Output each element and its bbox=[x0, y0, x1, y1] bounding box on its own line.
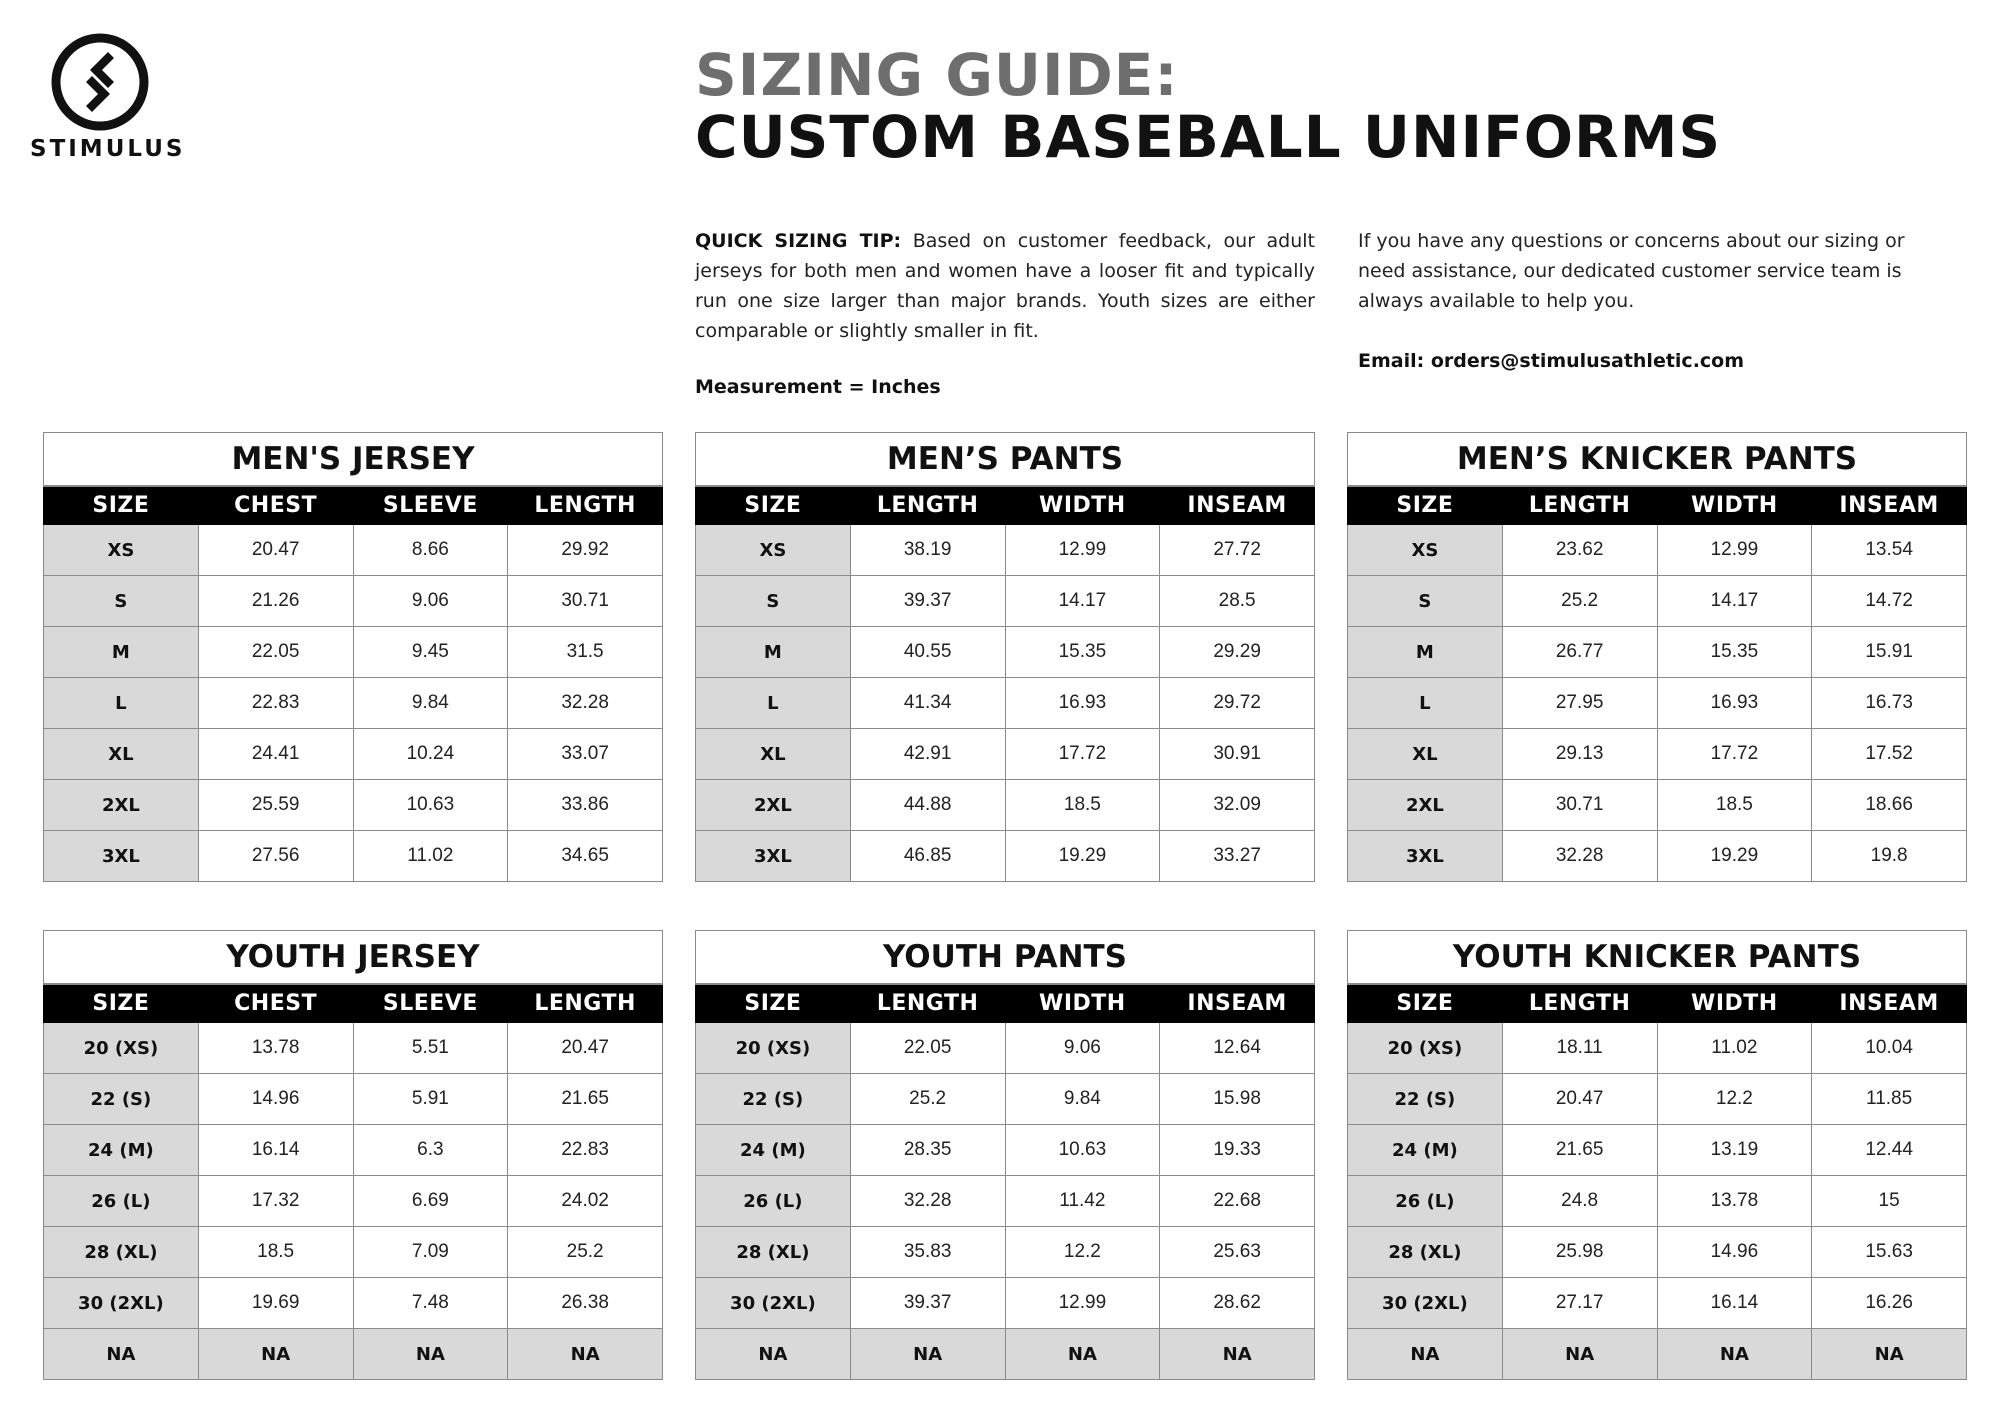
table-row bbox=[696, 1176, 1315, 1227]
measurement-cell: 27.95 bbox=[1502, 678, 1657, 729]
measurement-cell: 9.84 bbox=[1005, 1074, 1160, 1125]
size-cell: NA bbox=[1348, 1329, 1503, 1380]
table-row bbox=[696, 1023, 1315, 1074]
measurement-cell: 22.83 bbox=[198, 678, 353, 729]
measurement-cell: 29.92 bbox=[508, 525, 663, 576]
measurement-cell: NA bbox=[1005, 1329, 1160, 1380]
measurement-cell: 16.93 bbox=[1657, 678, 1812, 729]
measurement-cell: 19.33 bbox=[1160, 1125, 1315, 1176]
measurement-cell: 32.28 bbox=[850, 1176, 1005, 1227]
size-cell: 3XL bbox=[696, 831, 851, 882]
measurement-cell: 33.86 bbox=[508, 780, 663, 831]
column-header: WIDTH bbox=[1657, 984, 1812, 1023]
measurement-cell: 30.71 bbox=[1502, 780, 1657, 831]
table-row bbox=[1348, 1125, 1967, 1176]
measurement-cell: 39.37 bbox=[850, 1278, 1005, 1329]
column-header: CHEST bbox=[198, 984, 353, 1023]
measurement-cell: 26.38 bbox=[508, 1278, 663, 1329]
measurement-cell: NA bbox=[353, 1329, 508, 1380]
measurement-cell: 28.35 bbox=[850, 1125, 1005, 1176]
table-row bbox=[696, 576, 1315, 627]
measurement-cell: 8.66 bbox=[353, 525, 508, 576]
measurement-cell: 10.63 bbox=[353, 780, 508, 831]
size-table bbox=[43, 930, 663, 1380]
size-cell: L bbox=[1348, 678, 1503, 729]
column-header: LENGTH bbox=[1502, 984, 1657, 1023]
table-row bbox=[44, 1125, 663, 1176]
measurement-cell: 22.83 bbox=[508, 1125, 663, 1176]
column-header: SLEEVE bbox=[353, 486, 508, 525]
column-header: SIZE bbox=[1348, 984, 1503, 1023]
measurement-cell: NA bbox=[1160, 1329, 1315, 1380]
measurement-cell: 33.07 bbox=[508, 729, 663, 780]
table-title: MEN'S JERSEY bbox=[44, 433, 663, 487]
measurement-cell: 11.02 bbox=[353, 831, 508, 882]
measurement-cell: 7.48 bbox=[353, 1278, 508, 1329]
column-header: SLEEVE bbox=[353, 984, 508, 1023]
measurement-cell: 39.37 bbox=[850, 576, 1005, 627]
column-header: LENGTH bbox=[508, 486, 663, 525]
measurement-cell: 27.56 bbox=[198, 831, 353, 882]
table-row bbox=[696, 627, 1315, 678]
size-cell: 22 (S) bbox=[696, 1074, 851, 1125]
column-header: LENGTH bbox=[508, 984, 663, 1023]
table-row bbox=[44, 1176, 663, 1227]
table-row bbox=[44, 1278, 663, 1329]
measurement-cell: 28.62 bbox=[1160, 1278, 1315, 1329]
table-row bbox=[696, 1227, 1315, 1278]
measurement-cell: 13.78 bbox=[1657, 1176, 1812, 1227]
table-row bbox=[696, 780, 1315, 831]
quick-sizing-tip bbox=[695, 226, 1315, 346]
size-cell: 28 (XL) bbox=[696, 1227, 851, 1278]
measurement-cell: 12.99 bbox=[1657, 525, 1812, 576]
size-cell: 20 (XS) bbox=[1348, 1023, 1503, 1074]
measurement-cell: NA bbox=[1657, 1329, 1812, 1380]
measurement-cell: NA bbox=[198, 1329, 353, 1380]
column-header: SIZE bbox=[44, 486, 199, 525]
table-row bbox=[696, 525, 1315, 576]
measurement-unit: Measurement = Inches bbox=[695, 376, 941, 398]
table-header-row bbox=[696, 486, 1315, 525]
table-row bbox=[1348, 1074, 1967, 1125]
measurement-cell: 42.91 bbox=[850, 729, 1005, 780]
measurement-cell: 19.8 bbox=[1812, 831, 1967, 882]
table-row bbox=[1348, 1227, 1967, 1278]
measurement-cell: 16.93 bbox=[1005, 678, 1160, 729]
column-header: INSEAM bbox=[1160, 984, 1315, 1023]
logo-text: STIMULUS bbox=[30, 136, 186, 162]
table-title: YOUTH JERSEY bbox=[44, 931, 663, 985]
stimulus-logo-icon bbox=[50, 32, 150, 132]
measurement-cell: NA bbox=[1812, 1329, 1967, 1380]
table-row bbox=[1348, 576, 1967, 627]
measurement-cell: 26.77 bbox=[1502, 627, 1657, 678]
measurement-cell: NA bbox=[508, 1329, 663, 1380]
measurement-cell: 11.02 bbox=[1657, 1023, 1812, 1074]
measurement-cell: 10.04 bbox=[1812, 1023, 1967, 1074]
measurement-cell: 20.47 bbox=[508, 1023, 663, 1074]
table-header-row bbox=[44, 486, 663, 525]
size-cell: NA bbox=[44, 1329, 199, 1380]
size-cell: S bbox=[696, 576, 851, 627]
size-cell: 22 (S) bbox=[1348, 1074, 1503, 1125]
table-row bbox=[1348, 627, 1967, 678]
size-cell: 20 (XS) bbox=[696, 1023, 851, 1074]
size-cell: 28 (XL) bbox=[1348, 1227, 1503, 1278]
measurement-cell: 16.26 bbox=[1812, 1278, 1967, 1329]
measurement-cell: 33.27 bbox=[1160, 831, 1315, 882]
measurement-cell: 38.19 bbox=[850, 525, 1005, 576]
table-row bbox=[1348, 729, 1967, 780]
measurement-cell: 12.64 bbox=[1160, 1023, 1315, 1074]
measurement-cell: 18.66 bbox=[1812, 780, 1967, 831]
table-row bbox=[696, 1074, 1315, 1125]
table-row bbox=[44, 1227, 663, 1278]
measurement-cell: 15.91 bbox=[1812, 627, 1967, 678]
tip-label: QUICK SIZING TIP: bbox=[695, 230, 902, 252]
size-cell: XL bbox=[1348, 729, 1503, 780]
measurement-cell: 24.41 bbox=[198, 729, 353, 780]
column-header: INSEAM bbox=[1812, 984, 1967, 1023]
size-cell: 3XL bbox=[44, 831, 199, 882]
column-header: CHEST bbox=[198, 486, 353, 525]
measurement-cell: NA bbox=[1502, 1329, 1657, 1380]
size-cell: M bbox=[1348, 627, 1503, 678]
measurement-cell: 40.55 bbox=[850, 627, 1005, 678]
measurement-cell: 11.85 bbox=[1812, 1074, 1967, 1125]
size-cell: 24 (M) bbox=[1348, 1125, 1503, 1176]
size-cell: 24 (M) bbox=[44, 1125, 199, 1176]
size-cell: 26 (L) bbox=[44, 1176, 199, 1227]
measurement-cell: 23.62 bbox=[1502, 525, 1657, 576]
contact-info bbox=[1358, 226, 1958, 376]
measurement-cell: 6.69 bbox=[353, 1176, 508, 1227]
measurement-cell: NA bbox=[850, 1329, 1005, 1380]
size-cell: NA bbox=[696, 1329, 851, 1380]
size-cell: L bbox=[44, 678, 199, 729]
size-cell: 26 (L) bbox=[1348, 1176, 1503, 1227]
measurement-cell: 7.09 bbox=[353, 1227, 508, 1278]
size-cell: XL bbox=[44, 729, 199, 780]
measurement-cell: 15.63 bbox=[1812, 1227, 1967, 1278]
measurement-cell: 15.35 bbox=[1005, 627, 1160, 678]
table-row bbox=[44, 576, 663, 627]
measurement-cell: 13.78 bbox=[198, 1023, 353, 1074]
size-cell: 30 (2XL) bbox=[44, 1278, 199, 1329]
table-title: MEN’S PANTS bbox=[696, 433, 1315, 487]
table-row bbox=[696, 1278, 1315, 1329]
table-row bbox=[44, 831, 663, 882]
table-row bbox=[1348, 1278, 1967, 1329]
measurement-cell: 21.26 bbox=[198, 576, 353, 627]
column-header: LENGTH bbox=[1502, 486, 1657, 525]
table-row bbox=[1348, 1329, 1967, 1380]
size-cell: M bbox=[44, 627, 199, 678]
column-header: LENGTH bbox=[850, 984, 1005, 1023]
table-title: MEN’S KNICKER PANTS bbox=[1348, 433, 1967, 487]
measurement-cell: 17.32 bbox=[198, 1176, 353, 1227]
size-cell: M bbox=[696, 627, 851, 678]
measurement-cell: 32.28 bbox=[508, 678, 663, 729]
column-header: SIZE bbox=[1348, 486, 1503, 525]
measurement-cell: 14.17 bbox=[1005, 576, 1160, 627]
table-row bbox=[696, 1329, 1315, 1380]
measurement-cell: 30.71 bbox=[508, 576, 663, 627]
size-cell: 22 (S) bbox=[44, 1074, 199, 1125]
measurement-cell: 27.17 bbox=[1502, 1278, 1657, 1329]
contact-email: Email: orders@stimulusathletic.com bbox=[1358, 350, 1745, 372]
size-cell: 2XL bbox=[1348, 780, 1503, 831]
measurement-cell: 12.2 bbox=[1005, 1227, 1160, 1278]
size-cell: S bbox=[44, 576, 199, 627]
measurement-cell: 25.2 bbox=[1502, 576, 1657, 627]
measurement-cell: 13.54 bbox=[1812, 525, 1967, 576]
table-row bbox=[44, 729, 663, 780]
measurement-cell: 11.42 bbox=[1005, 1176, 1160, 1227]
table-row bbox=[44, 525, 663, 576]
measurement-cell: 27.72 bbox=[1160, 525, 1315, 576]
measurement-cell: 9.45 bbox=[353, 627, 508, 678]
table-row bbox=[44, 1329, 663, 1380]
measurement-cell: 19.69 bbox=[198, 1278, 353, 1329]
table-header-row bbox=[1348, 486, 1967, 525]
column-header: SIZE bbox=[696, 486, 851, 525]
measurement-cell: 29.72 bbox=[1160, 678, 1315, 729]
size-cell: 3XL bbox=[1348, 831, 1503, 882]
size-cell: XL bbox=[696, 729, 851, 780]
table-row bbox=[696, 1125, 1315, 1176]
size-cell: 26 (L) bbox=[696, 1176, 851, 1227]
table-row bbox=[1348, 1023, 1967, 1074]
contact-text: If you have any questions or concerns about our sizing or need assistance, our dedicated customer service team is always available to help you. bbox=[1358, 230, 1905, 312]
measurement-cell: 29.13 bbox=[1502, 729, 1657, 780]
column-header: INSEAM bbox=[1812, 486, 1967, 525]
measurement-cell: 46.85 bbox=[850, 831, 1005, 882]
table-row bbox=[1348, 678, 1967, 729]
measurement-cell: 9.06 bbox=[1005, 1023, 1160, 1074]
table-row bbox=[696, 831, 1315, 882]
measurement-cell: 14.96 bbox=[198, 1074, 353, 1125]
measurement-cell: 16.14 bbox=[1657, 1278, 1812, 1329]
measurement-cell: 9.06 bbox=[353, 576, 508, 627]
size-table bbox=[1347, 930, 1967, 1380]
measurement-cell: 22.05 bbox=[850, 1023, 1005, 1074]
column-header: WIDTH bbox=[1005, 486, 1160, 525]
table-row bbox=[696, 678, 1315, 729]
measurement-cell: 17.52 bbox=[1812, 729, 1967, 780]
size-table bbox=[695, 432, 1315, 882]
title-line-2: CUSTOM BASEBALL UNIFORMS bbox=[695, 103, 1722, 171]
measurement-cell: 12.99 bbox=[1005, 1278, 1160, 1329]
page-title bbox=[695, 41, 1722, 171]
measurement-cell: 25.2 bbox=[508, 1227, 663, 1278]
measurement-cell: 41.34 bbox=[850, 678, 1005, 729]
column-header: SIZE bbox=[696, 984, 851, 1023]
measurement-cell: 14.96 bbox=[1657, 1227, 1812, 1278]
table-row bbox=[1348, 831, 1967, 882]
size-cell: XS bbox=[44, 525, 199, 576]
table-row bbox=[44, 627, 663, 678]
column-header: WIDTH bbox=[1657, 486, 1812, 525]
size-table bbox=[43, 432, 663, 882]
size-cell: S bbox=[1348, 576, 1503, 627]
measurement-cell: 12.99 bbox=[1005, 525, 1160, 576]
column-header: SIZE bbox=[44, 984, 199, 1023]
measurement-cell: 32.28 bbox=[1502, 831, 1657, 882]
table-row bbox=[1348, 525, 1967, 576]
size-cell: 20 (XS) bbox=[44, 1023, 199, 1074]
measurement-cell: 29.29 bbox=[1160, 627, 1315, 678]
table-title: YOUTH KNICKER PANTS bbox=[1348, 931, 1967, 985]
measurement-cell: 13.19 bbox=[1657, 1125, 1812, 1176]
measurement-cell: 20.47 bbox=[198, 525, 353, 576]
measurement-cell: 17.72 bbox=[1657, 729, 1812, 780]
measurement-cell: 24.8 bbox=[1502, 1176, 1657, 1227]
measurement-cell: 12.2 bbox=[1657, 1074, 1812, 1125]
size-table bbox=[1347, 432, 1967, 882]
size-cell: 30 (2XL) bbox=[696, 1278, 851, 1329]
size-cell: XS bbox=[1348, 525, 1503, 576]
table-row bbox=[44, 678, 663, 729]
measurement-cell: 21.65 bbox=[508, 1074, 663, 1125]
measurement-cell: 10.24 bbox=[353, 729, 508, 780]
measurement-cell: 34.65 bbox=[508, 831, 663, 882]
size-cell: 2XL bbox=[44, 780, 199, 831]
measurement-cell: 21.65 bbox=[1502, 1125, 1657, 1176]
title-line-1: SIZING GUIDE: bbox=[695, 41, 1179, 109]
measurement-cell: 25.59 bbox=[198, 780, 353, 831]
table-header-row bbox=[1348, 984, 1967, 1023]
measurement-cell: 25.2 bbox=[850, 1074, 1005, 1125]
measurement-cell: 28.5 bbox=[1160, 576, 1315, 627]
measurement-cell: 25.63 bbox=[1160, 1227, 1315, 1278]
measurement-cell: 17.72 bbox=[1005, 729, 1160, 780]
measurement-cell: 32.09 bbox=[1160, 780, 1315, 831]
tip-text: Based on customer feedback, our adult jerseys for both men and women have a looser fit and typically run one size larger than major brands. Youth sizes are either comparable or slightly smaller in fit. bbox=[695, 230, 1316, 342]
measurement-cell: 19.29 bbox=[1657, 831, 1812, 882]
measurement-cell: 5.91 bbox=[353, 1074, 508, 1125]
column-header: INSEAM bbox=[1160, 486, 1315, 525]
table-header-row bbox=[696, 984, 1315, 1023]
table-row bbox=[44, 1074, 663, 1125]
measurement-cell: 22.68 bbox=[1160, 1176, 1315, 1227]
brand-logo bbox=[30, 32, 186, 162]
size-cell: L bbox=[696, 678, 851, 729]
measurement-cell: 18.11 bbox=[1502, 1023, 1657, 1074]
measurement-cell: 14.17 bbox=[1657, 576, 1812, 627]
measurement-cell: 31.5 bbox=[508, 627, 663, 678]
measurement-cell: 9.84 bbox=[353, 678, 508, 729]
measurement-cell: 12.44 bbox=[1812, 1125, 1967, 1176]
measurement-cell: 24.02 bbox=[508, 1176, 663, 1227]
size-cell: 24 (M) bbox=[696, 1125, 851, 1176]
size-cell: 2XL bbox=[696, 780, 851, 831]
measurement-cell: 15.35 bbox=[1657, 627, 1812, 678]
measurement-cell: 22.05 bbox=[198, 627, 353, 678]
measurement-cell: 5.51 bbox=[353, 1023, 508, 1074]
measurement-cell: 14.72 bbox=[1812, 576, 1967, 627]
table-title: YOUTH PANTS bbox=[696, 931, 1315, 985]
measurement-cell: 19.29 bbox=[1005, 831, 1160, 882]
measurement-cell: 25.98 bbox=[1502, 1227, 1657, 1278]
size-cell: 30 (2XL) bbox=[1348, 1278, 1503, 1329]
table-row bbox=[44, 780, 663, 831]
measurement-cell: 18.5 bbox=[1005, 780, 1160, 831]
measurement-cell: 30.91 bbox=[1160, 729, 1315, 780]
measurement-cell: 10.63 bbox=[1005, 1125, 1160, 1176]
column-header: LENGTH bbox=[850, 486, 1005, 525]
measurement-cell: 35.83 bbox=[850, 1227, 1005, 1278]
size-cell: 28 (XL) bbox=[44, 1227, 199, 1278]
measurement-cell: 18.5 bbox=[198, 1227, 353, 1278]
measurement-cell: 16.73 bbox=[1812, 678, 1967, 729]
table-row bbox=[696, 729, 1315, 780]
measurement-cell: 6.3 bbox=[353, 1125, 508, 1176]
table-row bbox=[44, 1023, 663, 1074]
table-row bbox=[1348, 1176, 1967, 1227]
size-cell: XS bbox=[696, 525, 851, 576]
measurement-cell: 18.5 bbox=[1657, 780, 1812, 831]
measurement-cell: 44.88 bbox=[850, 780, 1005, 831]
table-row bbox=[1348, 780, 1967, 831]
table-header-row bbox=[44, 984, 663, 1023]
measurement-cell: 20.47 bbox=[1502, 1074, 1657, 1125]
measurement-cell: 16.14 bbox=[198, 1125, 353, 1176]
measurement-cell: 15 bbox=[1812, 1176, 1967, 1227]
size-table bbox=[695, 930, 1315, 1380]
column-header: WIDTH bbox=[1005, 984, 1160, 1023]
measurement-cell: 15.98 bbox=[1160, 1074, 1315, 1125]
